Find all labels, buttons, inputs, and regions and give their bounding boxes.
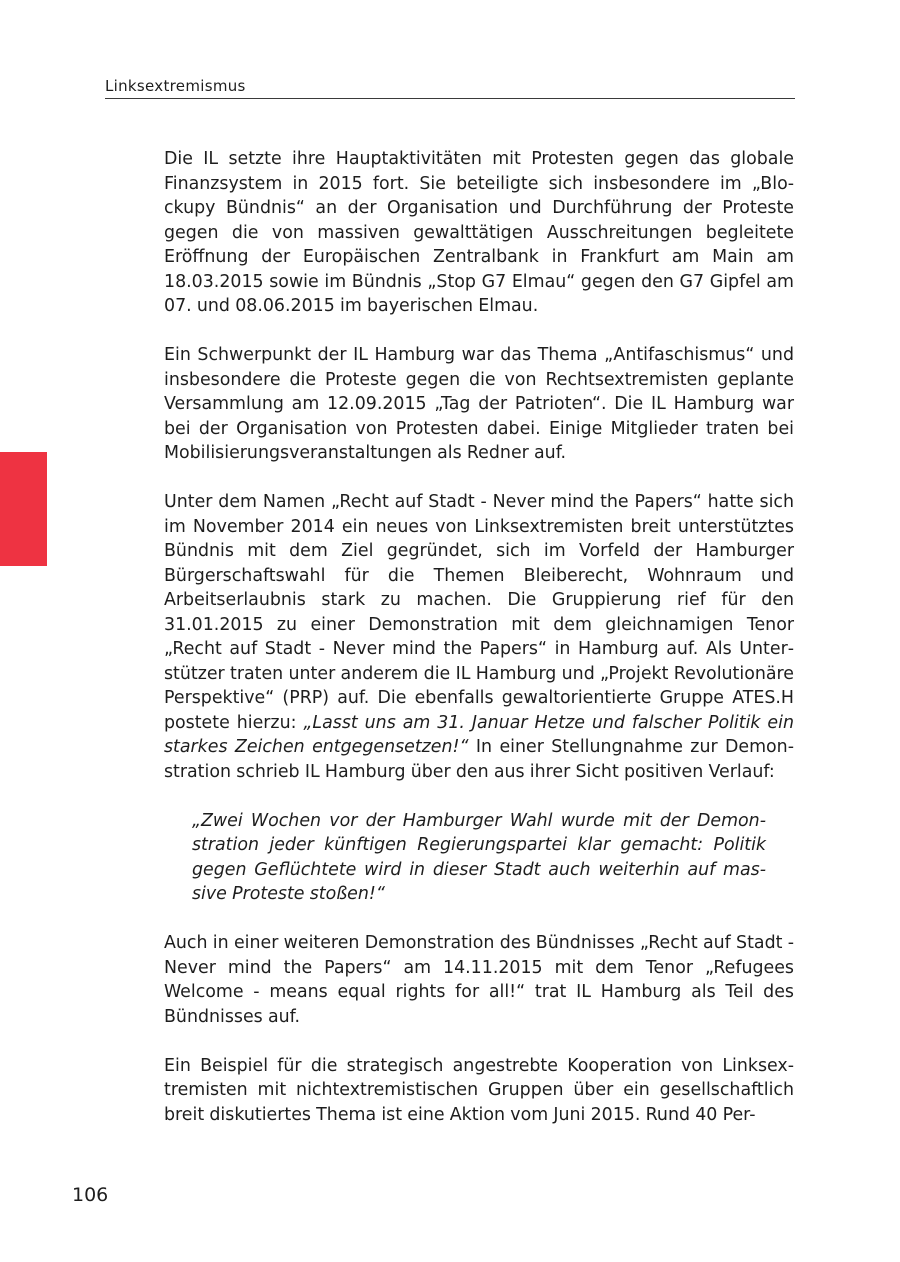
running-header: Linksextremismus xyxy=(105,77,246,95)
page-number: 106 xyxy=(72,1184,109,1206)
paragraph-3-continuation: In einer Stellungnahme zur Demonstration schrieb IL Hamburg über den aus ihrer Sicht positiven Verlauf: xyxy=(164,737,794,782)
header-divider xyxy=(105,98,795,99)
chapter-marker-tab xyxy=(0,452,47,566)
paragraph-5: Ein Beispiel für die strategisch angestrebte Kooperation von Linksextremisten mit nichtextremistischen Gruppen über ein gesellschaftlich breit diskutiertes Thema ist eine Aktion vom Juni 2015. Rund 40 Per- xyxy=(164,1055,794,1125)
paragraph-3-intro: Unter dem Namen „Recht auf Stadt - Never mind the Papers“ hatte sich im November 2014 ein neues von Linksextremisten breit unterstütztes Bündnis mit dem Ziel gegründet, sich im Vorfeld der Hamburger Bürgerschaftswahl für die Themen Bleiberecht, Wohnraum und Arbeitserlaubnis stark zu machen. Die Gruppierung rief für den 31.01.2015 zu einer Demonstration mit dem gleichnamigen Tenor „Recht auf Stadt - Never mind the Papers“ in Hamburg auf. Als Unterstützer traten unter anderem die IL Hamburg und „Projekt Revolutionäre Perspektive“ (PRP) auf. Die ebenfalls gewaltorientierte Gruppe ATES.H postete hierzu: xyxy=(164,492,794,733)
paragraph-4: Auch in einer weiteren Demonstration des Bündnisses „Recht auf Stadt - Never mind the Papers“ am 14.11.2015 mit dem Tenor „Refugees Welcome - means equal rights for all!“ trat IL Hamburg als Teil des Bündnisses auf. xyxy=(164,933,794,1027)
paragraph-3 xyxy=(164,490,794,784)
block-quote: „Zwei Wochen vor der Hamburger Wahl wurde mit der Demonstration jeder künftigen Regierungspartei klar gemacht: Politik gegen Geflüchtete wird in dieser Stadt auch weiterhin auf massive Proteste stoßen!“ xyxy=(192,810,766,904)
paragraph-1: Die IL setzte ihre Hauptaktivitäten mit Protesten gegen das globale Finanzsystem in 2015 fort. Sie beteiligte sich insbesondere im „Blockupy Bündnis“ an der Organisation und Durchführung der Proteste gegen die von massiven gewalttätigen Ausschreitungen begleitete Eröffnung der Europäischen Zentralbank in Frankfurt am Main am 18.03.2015 sowie im Bündnis „Stop G7 Elmau“ gegen den G7 Gipfel am 07. und 08.06.2015 im bayerischen Elmau. xyxy=(164,149,794,316)
paragraph-2: Ein Schwerpunkt der IL Hamburg war das Thema „Antifaschismus“ und insbesondere die Proteste gegen die von Rechtsextremisten geplante Versammlung am 12.09.2015 „Tag der Patrioten“. Die IL Hamburg war bei der Organisation von Protesten dabei. Einige Mitglieder traten bei Mobilisierungsveranstaltungen als Redner auf. xyxy=(164,345,794,463)
inline-quote: „Lasst uns am 31. Januar Hetze und falscher Politik ein starkes Zeichen entgegensetzen!“ xyxy=(164,712,794,757)
body-text xyxy=(164,147,794,1127)
